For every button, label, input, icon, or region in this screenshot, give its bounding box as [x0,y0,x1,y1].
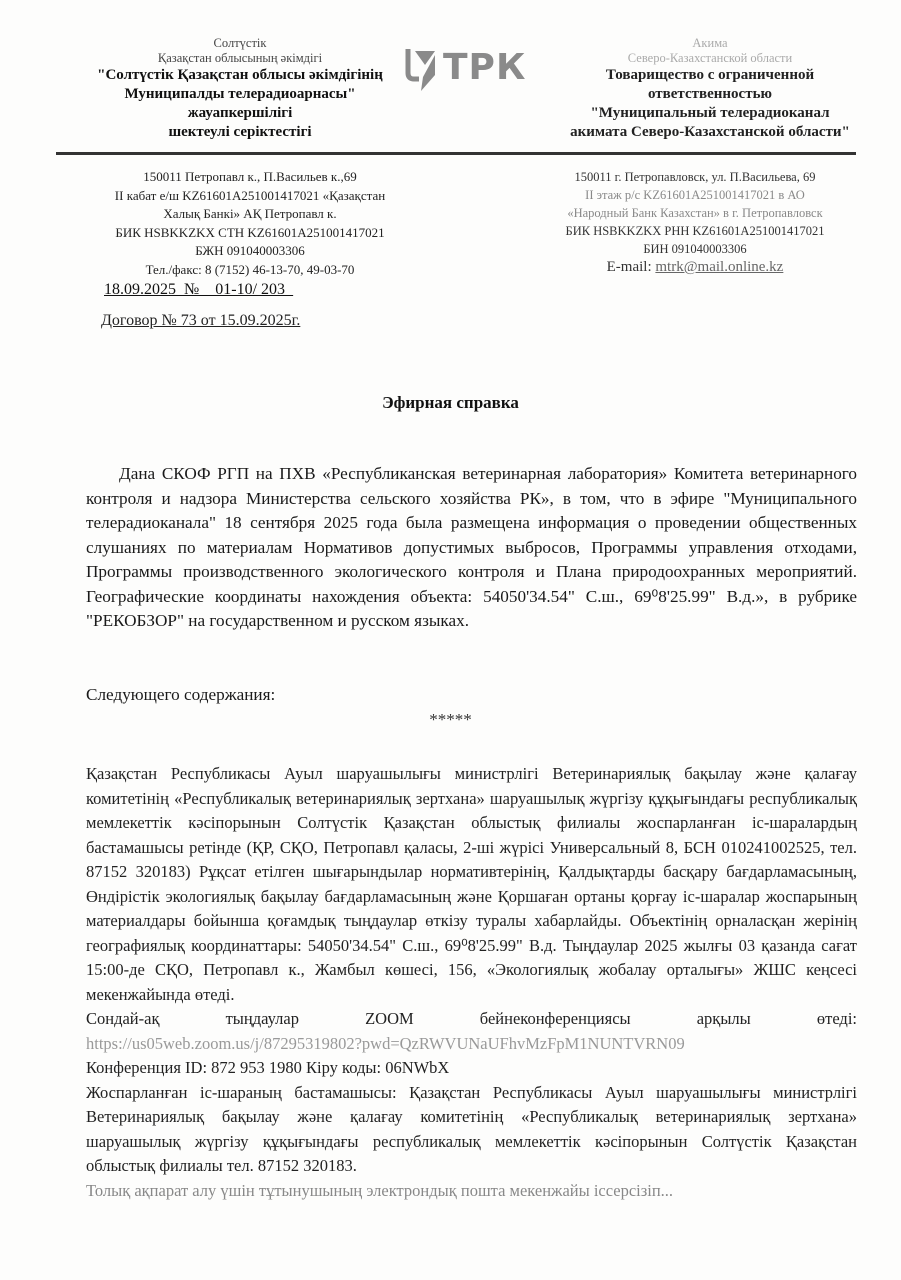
header-left-org-name-2: Муниципалды телерадиоарнасы" [124,86,356,102]
address-left-line5: БЖН 091040003306 [195,243,305,258]
following-label: Следующего содержания: [86,685,276,704]
header-divider [56,152,856,155]
kz-announcement [86,762,857,1203]
kz-info: Толық ақпарат алу үшін тұтынушының электрондық пошта мекенжайы іссерсізіп... [86,1180,674,1200]
email-label: E-mail: [606,259,656,275]
email-link[interactable]: mtrk@mail.online.kz [655,259,784,275]
address-right [520,168,870,276]
address-left-line4: БИК HSBKKZKX СТН KZ61601A251001417021 [115,224,385,240]
address-right-line4: БИК HSBKKZKX РНН KZ61601A251001417021 [565,224,825,238]
address-right-line2: II этаж р/с KZ61601A251001417021 в АО [585,188,805,202]
header-left-org [60,36,420,142]
zoom-link[interactable]: https://us05web.zoom.us/j/87295319802?pwd=QzRWVUNaUFhvMzFpM1NUNTVRN09 [86,1033,685,1053]
address-right-email [520,258,870,276]
header-left-org-name-3: жауапкершілігі [187,105,293,121]
address-right-line1: 150011 г. Петропавловск, ул. П.Васильева, 69 [574,170,816,184]
logo-text: ТРК [443,46,527,88]
address-right-line3: «Народный Банк Казахстан» в г. Петропавловск [567,206,823,220]
kz-paragraph: Қазақстан Республикасы Ауыл шаруашылығы министрлігі Ветеринариялық бақылау және қалағау комитетінің «Республикалық ветеринариялық зертхана» шаруашылық жүргізу құқығындағы республикалық мемлекеттік кәсіпорынын Солтүстік Қазақстан облыстық филиалы жоспарланған іс-шаралардың бастамашысы ретінде (ҚР, СҚО, Петропавл қаласы, 2-ші жүрісі Универсальный 8, БСН 010241002525, тел. 87152 320183) Рұқсат етілген шығарындылар нормативтерінің, Қалдықтарды басқару бағдарламасының, Өндірістік экологиялық бақылау бағдарламасының және Қоршаған ортаны қорғау іс-шаралар жоспарының материалдары бойынша қоғамдық тыңдаулар өткізу туралы хабарлайды. Объектінің орналасқан жерінің географиялық координаттары: 54050'34.54" С.ш., 69⁰8'25.99" В.д. Тыңдаулар 2025 жылғы 03 қазанда сағат 15:00-де СҚО, Петропавл к., Жамбыл көшесі, 156, «Экологиялық жобалау орталығы» ЖШС кеңсесі мекенжайында өтеді. [86,764,857,1004]
header-right-org [540,36,880,142]
header-right-org-name-3: "Муниципальный телерадиоканал [590,105,830,121]
header-left-org-name-1: "Солтүстік Қазақстан облысы әкімдігінің [97,67,383,83]
address-left-line3: Халық Банкі» АҚ Петропавл к. [163,206,337,221]
header-right-org-name-2: ответственностью [648,86,772,102]
address-left-line2: II кабат е/ш KZ61601A251001417021 «Қазақстан [114,187,386,203]
address-right-line5: БИН 091040003306 [643,242,747,256]
mtrk-logo-icon [405,45,439,89]
document-title: Эфирная справка [382,393,519,412]
kz-zoom-text: Сондай-ақ тыңдаулар ZOOM бейнеконференциясы арқылы өтеді: [86,1009,857,1028]
header-left-line2: Қазақстан облысының әкімдігі [157,51,323,65]
header-right-org-name-4: акимата Северо-Казахстанской области" [570,124,850,140]
conference-id: Конференция ID: 872 953 1980 Кіру коды: 06NWbX [86,1058,450,1077]
separator-stars: ***** [429,710,472,729]
kz-initiator: Жоспарланған іс-шараның бастамашысы: Қазақстан Республикасы Ауыл шаруашылығы министрлігі Ветеринариялық бақылау және қалағау комитетінің «Республикалық ветеринариялық зертхана» шаруашылық жүргізу құқығындағы республикалық мемлекеттік кәсіпорынын Солтүстік Қазақстан облыстық филиалы тел. 87152 320183. [86,1082,857,1175]
header-left-line1: Солтүстік [213,36,267,50]
paragraph-ru: Дана СКОФ РГП на ПХВ «Республиканская ветеринарная лаборатория» Комитета ветеринарного контроля и надзора Министерства сельского хозяйства РК», в том, что в эфире "Муниципального телерадиоканала" 18 сентября 2025 года была размещена информация о проведении общественных слушаниях по материалам Нормативов допустимых выбросов, Программы управления отходами, Программы производственного экологического контроля и Плана природоохранных мероприятий. Географические координаты нахождения объекта: 54050'34.54" С.ш., 69⁰8'25.99" В.д.», в рубрике "РЕКОБЗОР" на государственном и русском языках. [86,464,857,630]
company-logo [405,42,535,92]
header-right-org-name-1: Товарищество с ограниченной [605,67,815,83]
header-right-line2: Северо-Казахстанской области [627,51,793,65]
header-left-org-name-4: шектеулі серіктестігі [168,124,312,140]
address-left [60,168,440,279]
address-left-phone: Тел./факс: 8 (7152) 46-13-70, 49-03-70 [145,261,355,277]
outgoing-reference: 18.09.2025_№__01-10/ 203_ [104,281,294,298]
contract-reference: Договор № 73 от 15.09.2025г. [101,312,301,329]
header-right-line1: Акима [692,36,728,50]
address-left-line1: 150011 Петропавл к., П.Васильев к.,69 [143,169,357,184]
